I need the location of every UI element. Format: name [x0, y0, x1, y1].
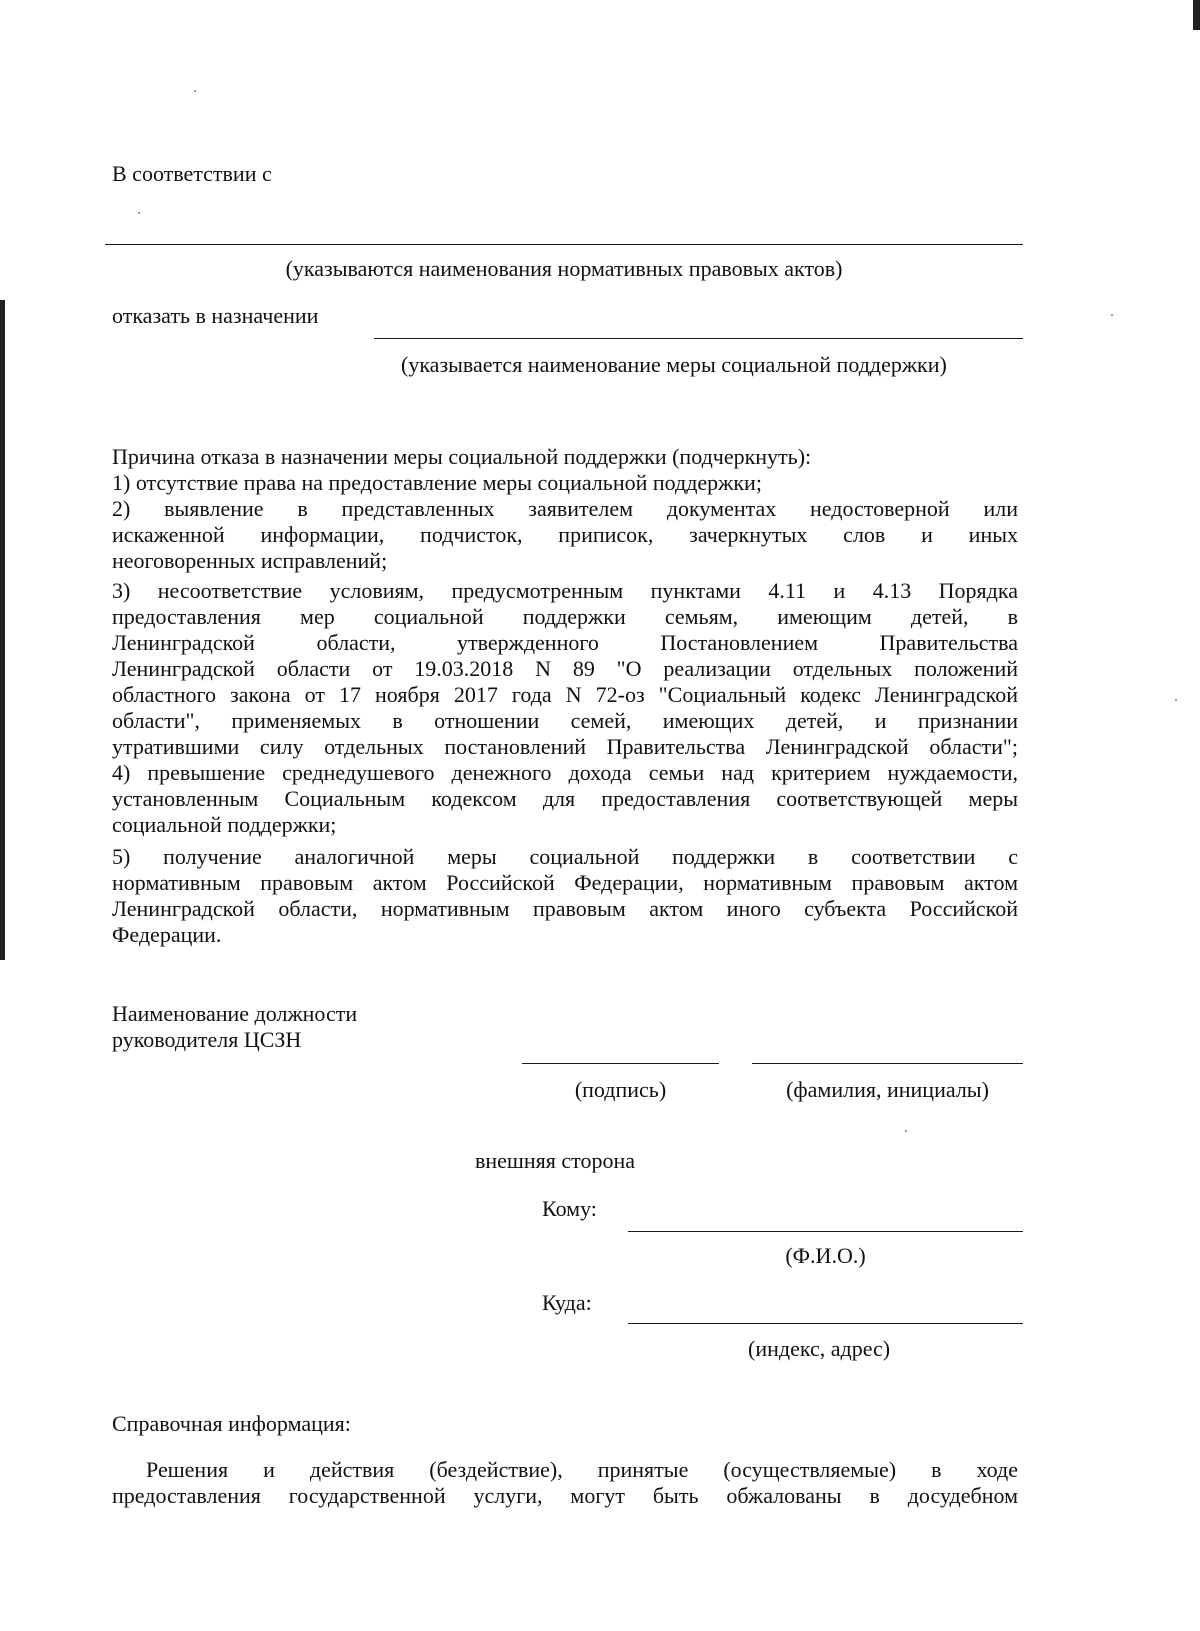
position-title-line2: руководителя ЦСЗН [112, 1027, 302, 1052]
reason-3-line: Ленинградской области от 19.03.2018 N 89 "О реализации отдельных положений [112, 656, 1018, 681]
measure-caption: (указывается наименование меры социальной поддержки) [401, 352, 947, 377]
reason-3-line: Ленинградской области, утвержденного Постановлением Правительства [112, 630, 1018, 655]
reason-3-line: областного закона от 17 ноября 2017 года N 72-оз "Социальный кодекс Ленинградской [112, 682, 1018, 707]
refuse-label: отказать в назначении [112, 303, 319, 328]
reference-paragraph-line: предоставления государственной услуги, могут быть обжалованы в досудебном [112, 1483, 1018, 1508]
reason-5-line: Ленинградской области, нормативным правовым актом иного субъекта Российской [112, 896, 1018, 921]
name-line [752, 1063, 1023, 1064]
scan-speck [194, 90, 196, 92]
name-caption: (фамилия, инициалы) [786, 1077, 989, 1102]
position-title-line1: Наименование должности [112, 1001, 358, 1026]
address-caption: (индекс, адрес) [748, 1336, 891, 1361]
signature-line [522, 1063, 719, 1064]
recipient-label: Кому: [542, 1196, 597, 1221]
reason-4-line: 4) превышение среднедушевого денежного дохода семьи над критерием нуждаемости, [112, 760, 1018, 785]
reason-5-line: нормативным правовым актом Российской Федерации, нормативным правовым актом [112, 870, 1018, 895]
recipient-fill-line [628, 1231, 1023, 1232]
reason-1-line: 1) отсутствие права на предоставление меры социальной поддержки; [112, 470, 762, 495]
reference-title: Справочная информация: [112, 1411, 351, 1436]
reason-3-line: 3) несоответствие условиям, предусмотренным пунктами 4.11 и 4.13 Порядка [112, 578, 1018, 603]
reason-2-line: 2) выявление в представленных заявителем документах недостоверной или [112, 496, 1018, 521]
reasons-title: Причина отказа в назначении меры социальной поддержки (подчеркнуть): [112, 444, 812, 469]
reason-3-line: утратившими силу отдельных постановлений Правительства Ленинградской области"; [112, 734, 1018, 759]
acts-fill-line [105, 244, 1023, 245]
reason-2-line: неоговоренных исправлений; [112, 548, 388, 573]
envelope-title: внешняя сторона [475, 1148, 636, 1173]
address-label: Куда: [542, 1290, 592, 1315]
scan-speck [138, 212, 140, 214]
reason-5-line: Федерации. [112, 922, 222, 947]
reason-3-line: предоставления мер социальной поддержки семьям, имеющим детей, в [112, 604, 1018, 629]
acts-caption: (указываются наименования нормативных правовых актов) [285, 256, 843, 281]
reason-4-line: социальной поддержки; [112, 812, 337, 837]
reason-3-line: области", применяемых в отношении семей, имеющих детей, и признании [112, 708, 1018, 733]
scan-edge-mark [0, 300, 5, 960]
reason-4-line: установленным Социальным кодексом для предоставления соответствующей меры [112, 786, 1018, 811]
intro-text: В соответствии с [112, 161, 272, 186]
measure-fill-line [374, 338, 1023, 339]
scan-speck [1175, 699, 1177, 701]
signature-caption: (подпись) [574, 1077, 667, 1102]
reason-5-line: 5) получение аналогичной меры социальной поддержки в соответствии с [112, 844, 1018, 869]
address-fill-line [628, 1323, 1023, 1324]
reference-paragraph-line: Решения и действия (бездействие), принятые (осуществляемые) в ходе [146, 1457, 1018, 1482]
scan-speck [1111, 314, 1113, 316]
scan-edge-mark [1193, 0, 1200, 30]
recipient-caption: (Ф.И.О.) [785, 1243, 866, 1268]
reason-2-line: искаженной информации, подчисток, приписок, зачеркнутых слов и иных [112, 522, 1018, 547]
scan-speck [905, 1130, 907, 1132]
